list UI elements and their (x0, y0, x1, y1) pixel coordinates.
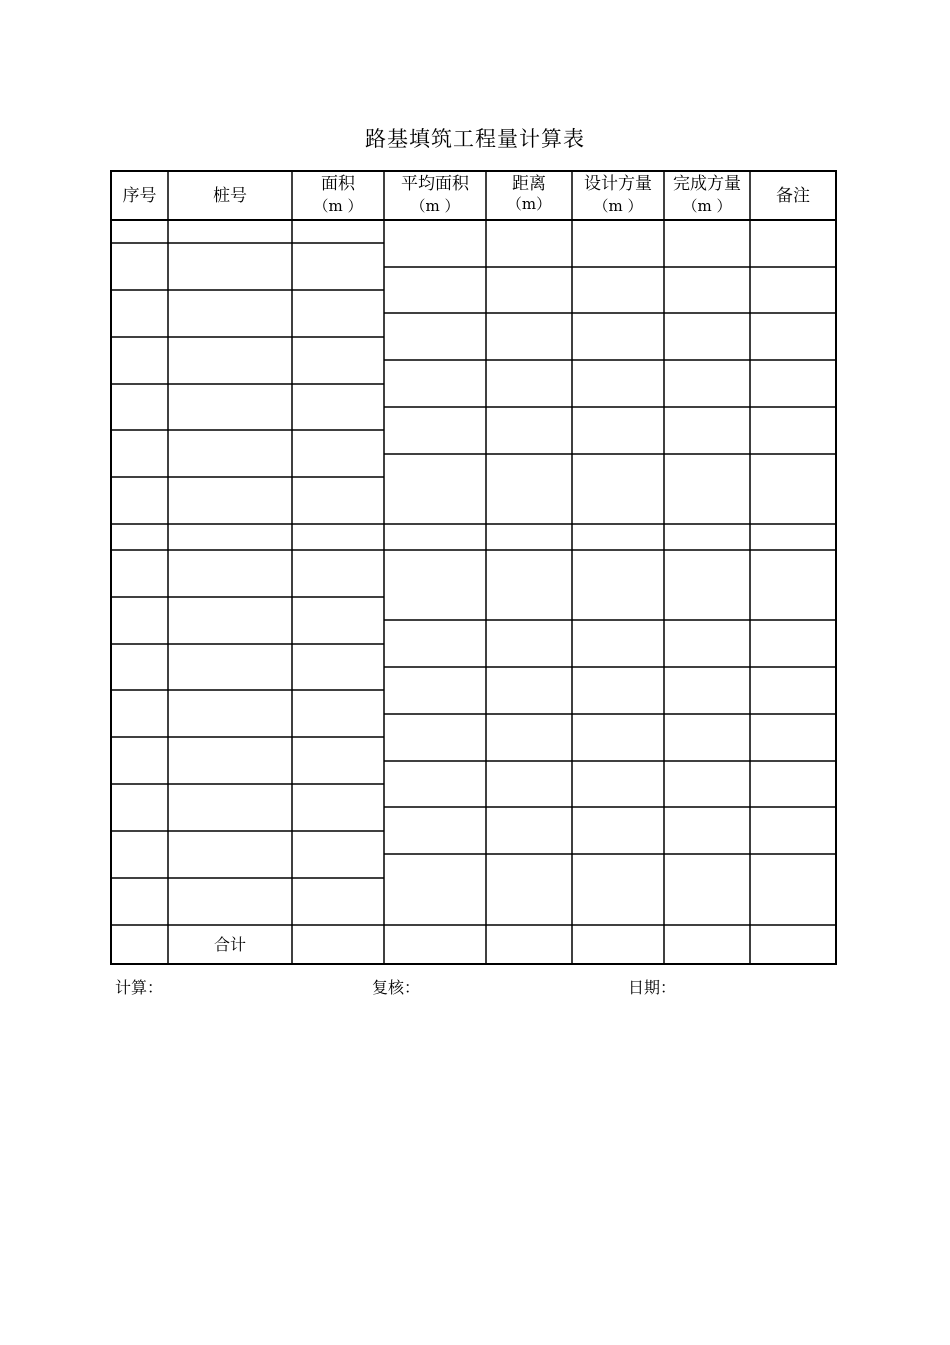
header-distance-label: 距离 (512, 174, 546, 194)
header-design-volume-label: 设计方量 (584, 174, 652, 194)
header-area-label: 面积 (321, 174, 355, 194)
header-done-volume-label: 完成方量 (673, 174, 741, 194)
header-done-volume-unit: （m ） (682, 197, 732, 215)
footer-calc: 计算： (115, 978, 164, 997)
page-title: 路基填筑工程量计算表 (365, 127, 585, 151)
header-distance-unit: （m） (506, 195, 552, 213)
header-area-unit: （m ） (313, 197, 363, 215)
header-avg-area (384, 173, 486, 217)
total-label: 合计 (213, 935, 246, 954)
header-remarks: 备注 (776, 186, 810, 206)
header-station: 桩号 (213, 186, 247, 206)
header-seq: 序号 (122, 186, 157, 206)
footer-review: 复核： (372, 978, 421, 997)
header-done-volume (664, 173, 750, 217)
header-avg-area-label: 平均面积 (401, 174, 469, 194)
header-avg-area-unit: （m ） (410, 197, 460, 215)
header-design-volume-unit: （m ） (593, 197, 643, 215)
header-area (292, 173, 384, 217)
footer-date: 日期： (628, 978, 677, 997)
header-distance (486, 173, 572, 215)
header-design-volume (572, 173, 664, 217)
